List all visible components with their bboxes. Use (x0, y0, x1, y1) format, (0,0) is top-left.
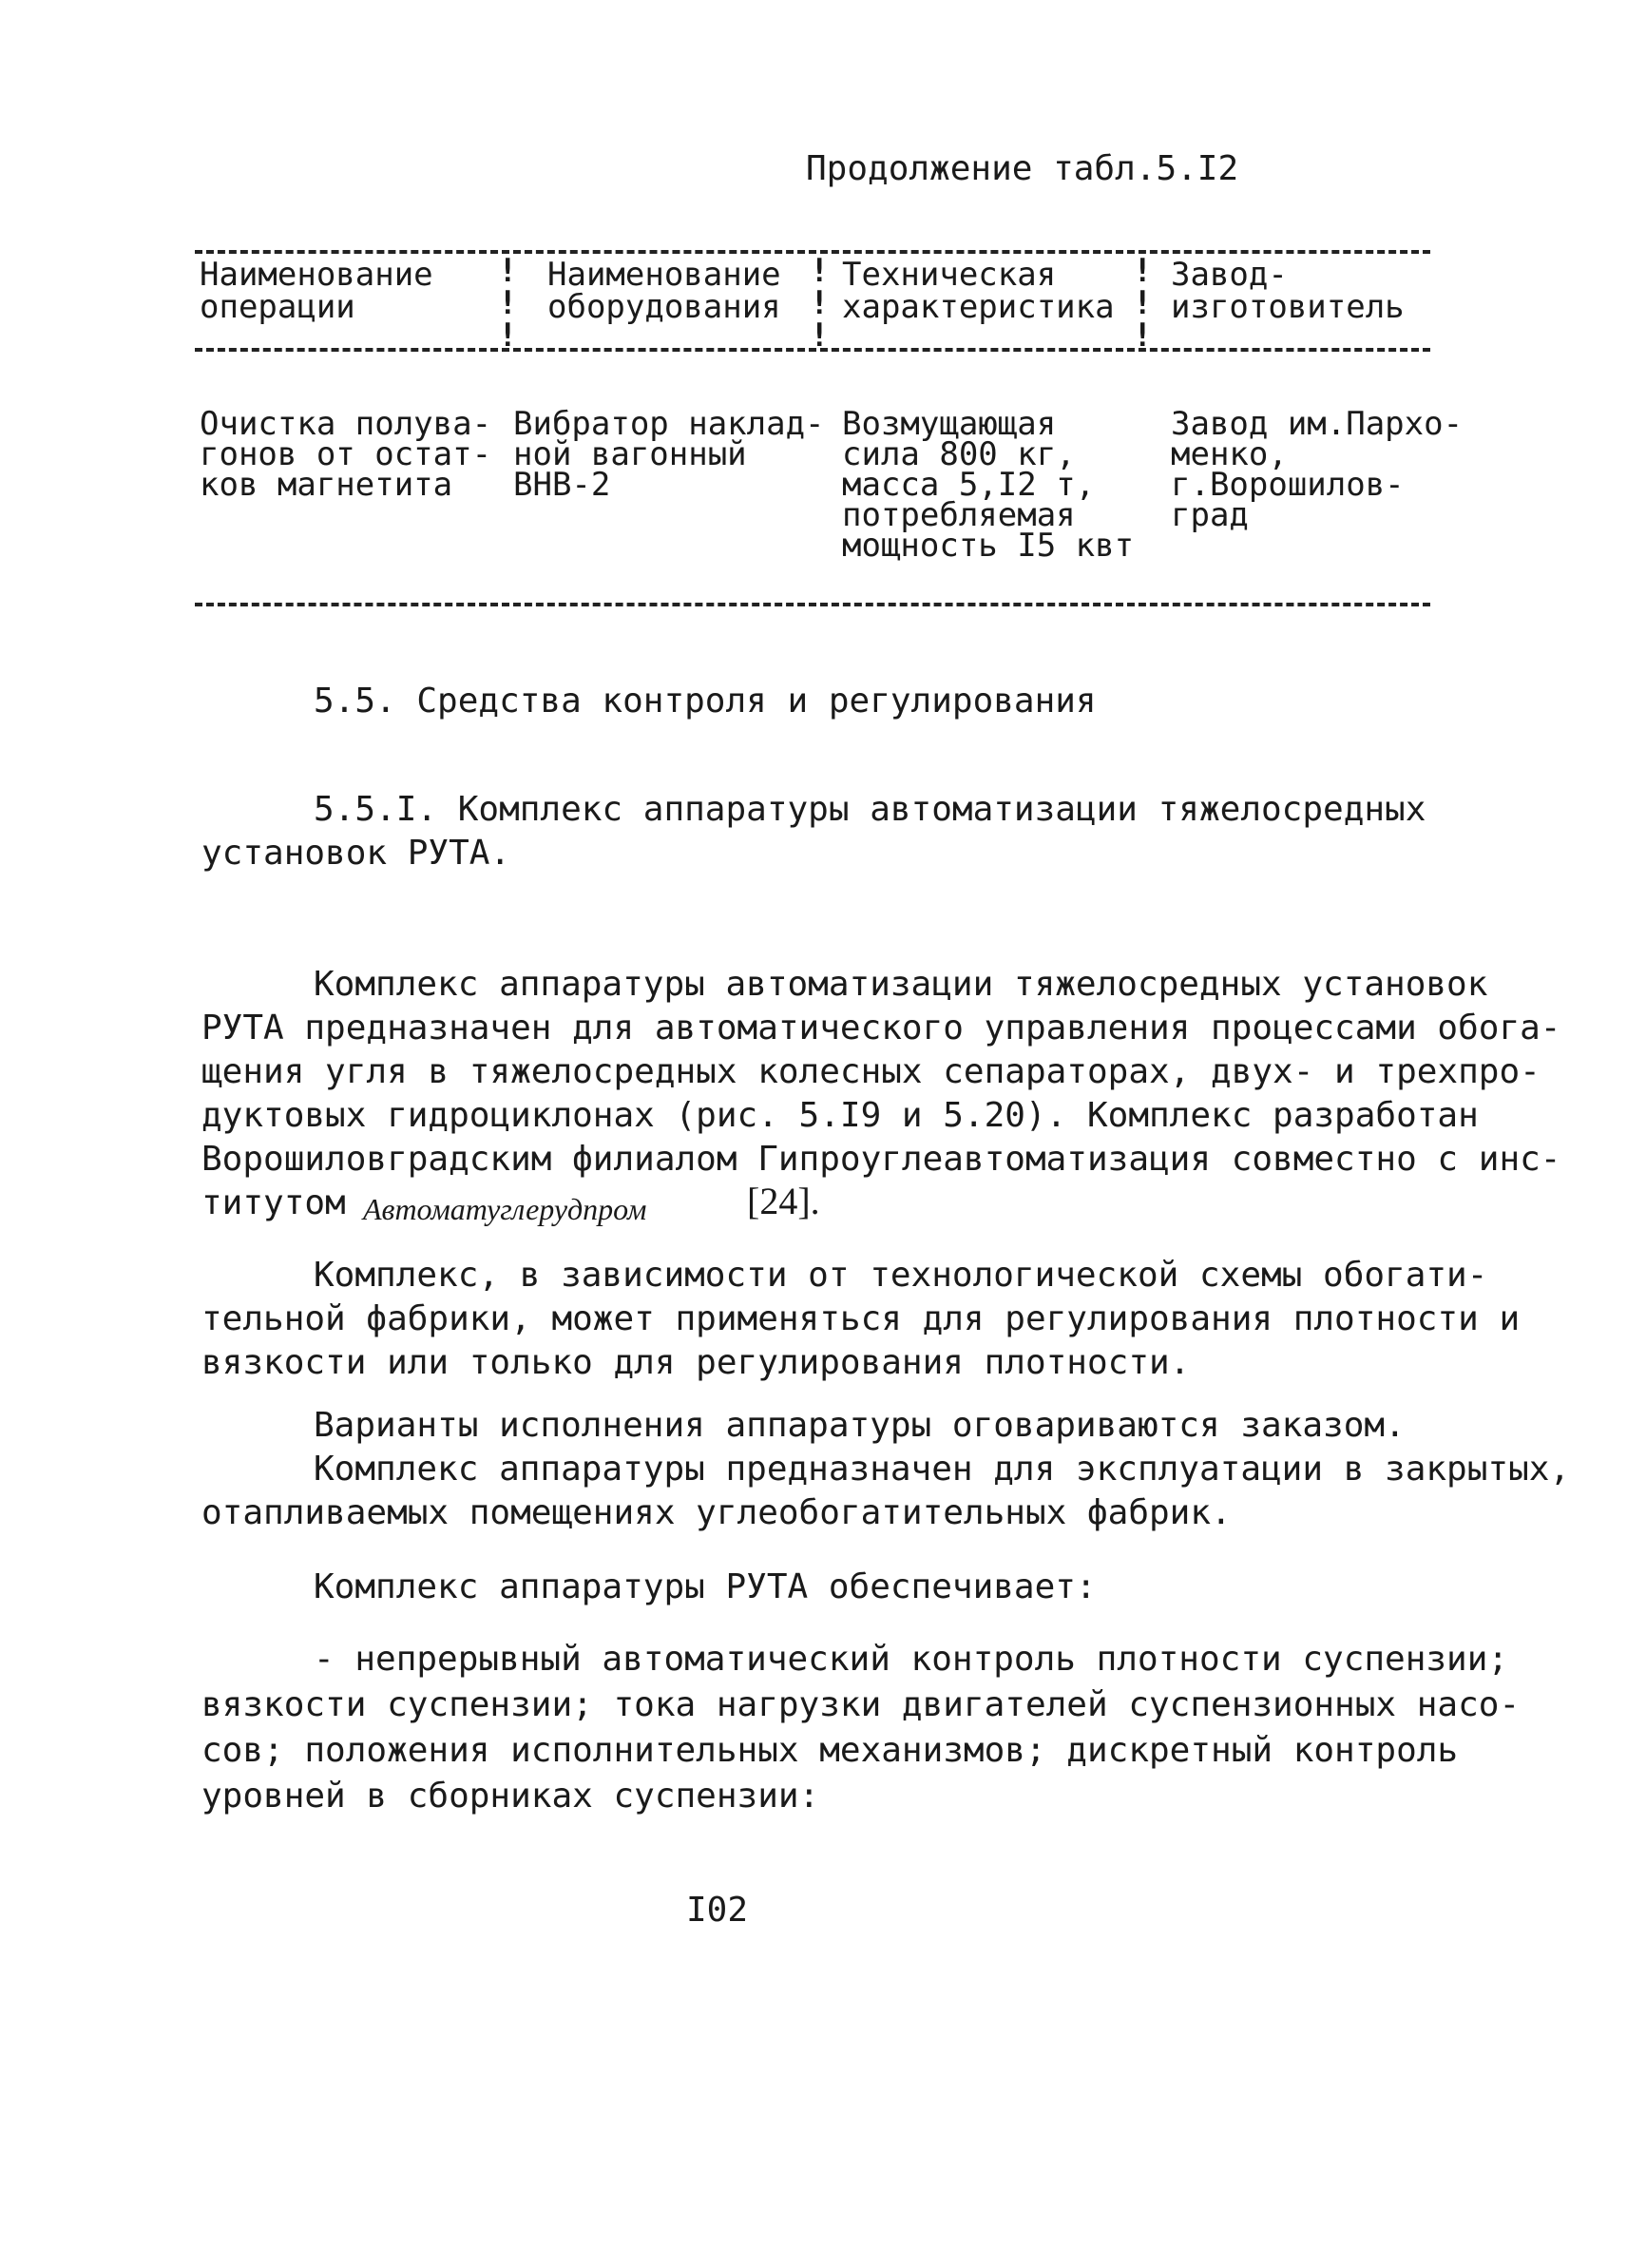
table-header-cell: Техническая характеристика (842, 256, 1115, 326)
paragraph-line: дуктовых гидроциклонах (рис. 5.I9 и 5.20). Комплекс разработан (201, 1096, 1479, 1135)
list-item-line: сов; положения исполнительных механизмов; дискретный контроль (201, 1731, 1459, 1770)
table-cell: Вибратор наклад- ной вагонный ВНВ-2 (513, 405, 825, 504)
paragraph-line: вязкости или только для регулирования плотности. (201, 1343, 1191, 1382)
subsection-heading-line: установок РУТА. (201, 834, 511, 873)
table-header-cell: Завод- изготовитель (1171, 256, 1405, 326)
table-header-cell: Наименование операции (200, 256, 433, 326)
paragraph-line: Комплекс аппаратуры предназначен для эксплуатации в закрытых, (314, 1450, 1571, 1489)
column-separator: ! ! ! (498, 252, 518, 355)
list-item-line: - непрерывный автоматический контроль плотности суспензии; (314, 1640, 1509, 1679)
table-bottom-rule (195, 603, 1430, 606)
paragraph-line: Комплекс аппаратуры РУТА обеспечивает: (314, 1567, 1097, 1606)
table-continuation-label: Продолжение табл.5.I2 (806, 149, 1239, 188)
column-separator: ! ! ! (810, 252, 830, 355)
paragraph-line: щения угля в тяжелосредных колесных сепараторах, двух- и трехпро- (201, 1052, 1541, 1091)
paragraph-line: Комплекс аппаратуры автоматизации тяжелосредных установок (314, 965, 1488, 1004)
list-item-line: уровней в сборниках суспензии: (201, 1777, 820, 1816)
page-number: I02 (686, 1891, 749, 1930)
paragraph-line: Варианты исполнения аппаратуры оговариваются заказом. (314, 1406, 1406, 1445)
table-cell: Завод им.Пархо- менко, г.Ворошилов- град (1171, 405, 1464, 534)
table-cell: Возмущающая сила 800 кг, масса 5,I2 т, потребляемая мощность I5 квт (842, 405, 1135, 565)
subsection-heading-line: 5.5.I. Комплекс аппаратуры автоматизации тяжелосредных (314, 790, 1426, 829)
paragraph-line: титутом (201, 1183, 346, 1222)
paragraph-line: РУТА предназначен для автоматического управления процессами обога- (201, 1009, 1561, 1048)
paragraph-line: отапливаемых помещениях углеобогатительных фабрик. (201, 1493, 1232, 1532)
citation-reference: [24]. (747, 1180, 820, 1222)
list-item-line: вязкости суспензии; тока нагрузки двигателей суспензионных насо- (201, 1685, 1521, 1724)
paragraph-line: тельной фабрики, может применяться для регулирования плотности и (201, 1299, 1521, 1338)
section-heading: 5.5. Средства контроля и регулирования (314, 682, 1097, 721)
paragraph-line: Комплекс, в зависимости от технологической схемы обогати- (314, 1256, 1488, 1295)
table-cell: Очистка полува- гонов от остат- ков магнетита (200, 405, 492, 504)
table-header-cell: Наименование оборудования (547, 256, 781, 326)
paragraph-line: Ворошиловградским филиалом Гипроуглеавтоматизация совместно с инс- (201, 1140, 1561, 1179)
institute-name: Автоматуглерудпром (363, 1192, 647, 1226)
column-separator: ! ! ! (1133, 252, 1153, 355)
